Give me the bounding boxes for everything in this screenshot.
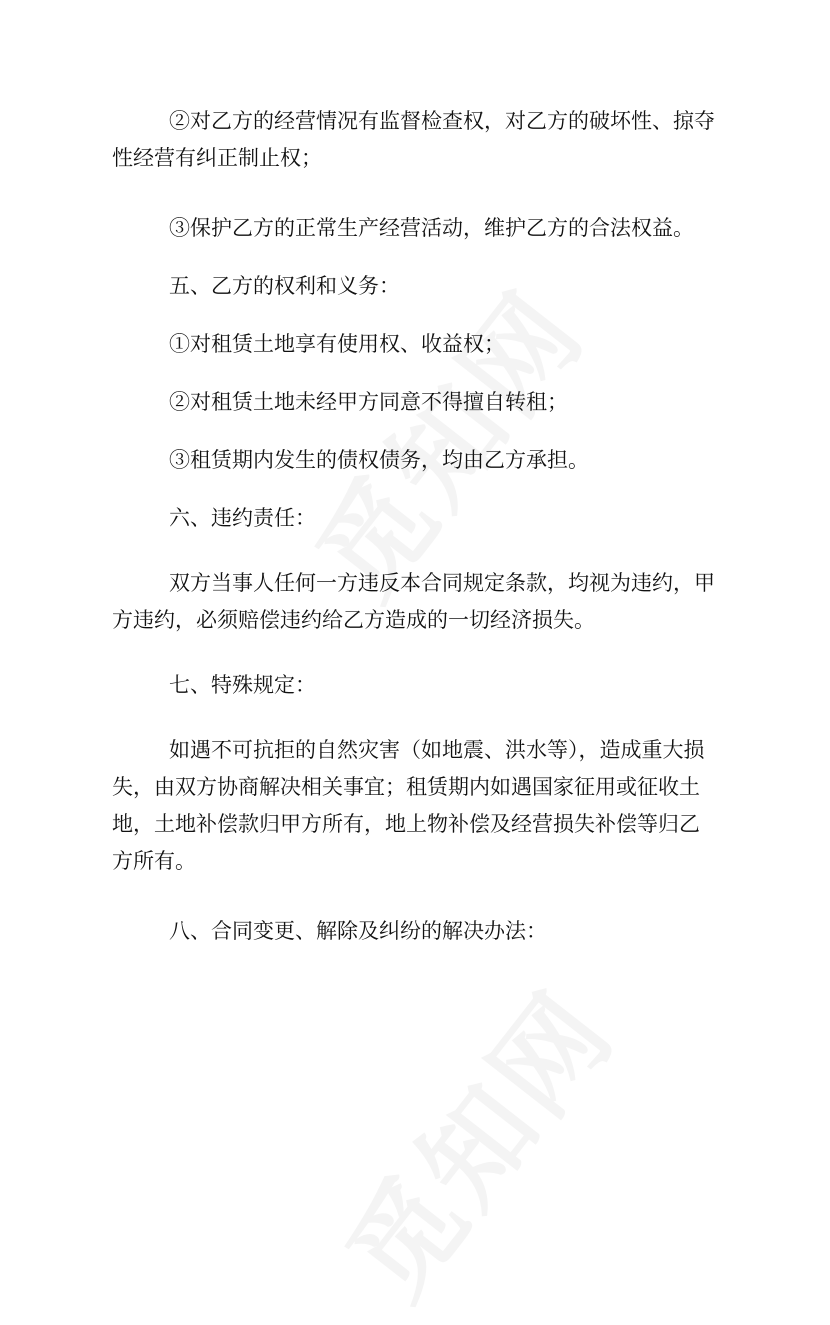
paragraph-breach-terms: 双方当事人任何一方违反本合同规定条款，均视为违约，甲方违约，必须赔偿违约给乙方造成的一切经济损失。: [112, 571, 715, 632]
paragraph-protect-operations: ③保护乙方的正常生产经营活动，维护乙方的合法权益。: [169, 216, 694, 240]
section-heading-party-b-rights: 五、乙方的权利和义务：: [169, 274, 400, 298]
paragraph-force-majeure: 如遇不可抗拒的自然灾害（如地震、洪水等），造成重大损失，由双方协商解决相关事宜；租赁期内如遇国家征用或征收土地，土地补偿款归甲方所有，地上物补偿及经营损失补偿等归乙方所有。: [112, 738, 705, 873]
section-heading-breach: 六、违约责任：: [169, 506, 316, 530]
paragraph-no-sublease: ②对租赁土地未经甲方同意不得擅自转租；: [169, 390, 568, 414]
paragraph-supervision-right: ②对乙方的经营情况有监督检查权，对乙方的破坏性、掠夺性经营有纠正制止权；: [112, 109, 715, 170]
paragraph-use-right: ①对租赁土地享有使用权、收益权；: [169, 332, 505, 356]
paragraph-debts: ③租赁期内发生的债权债务，均由乙方承担。: [169, 448, 589, 472]
watermark-graphic: [305, 953, 644, 1325]
section-heading-special-provisions: 七、特殊规定：: [169, 673, 316, 697]
section-heading-contract-changes: 八、合同变更、解除及纠纷的解决办法：: [169, 919, 547, 943]
